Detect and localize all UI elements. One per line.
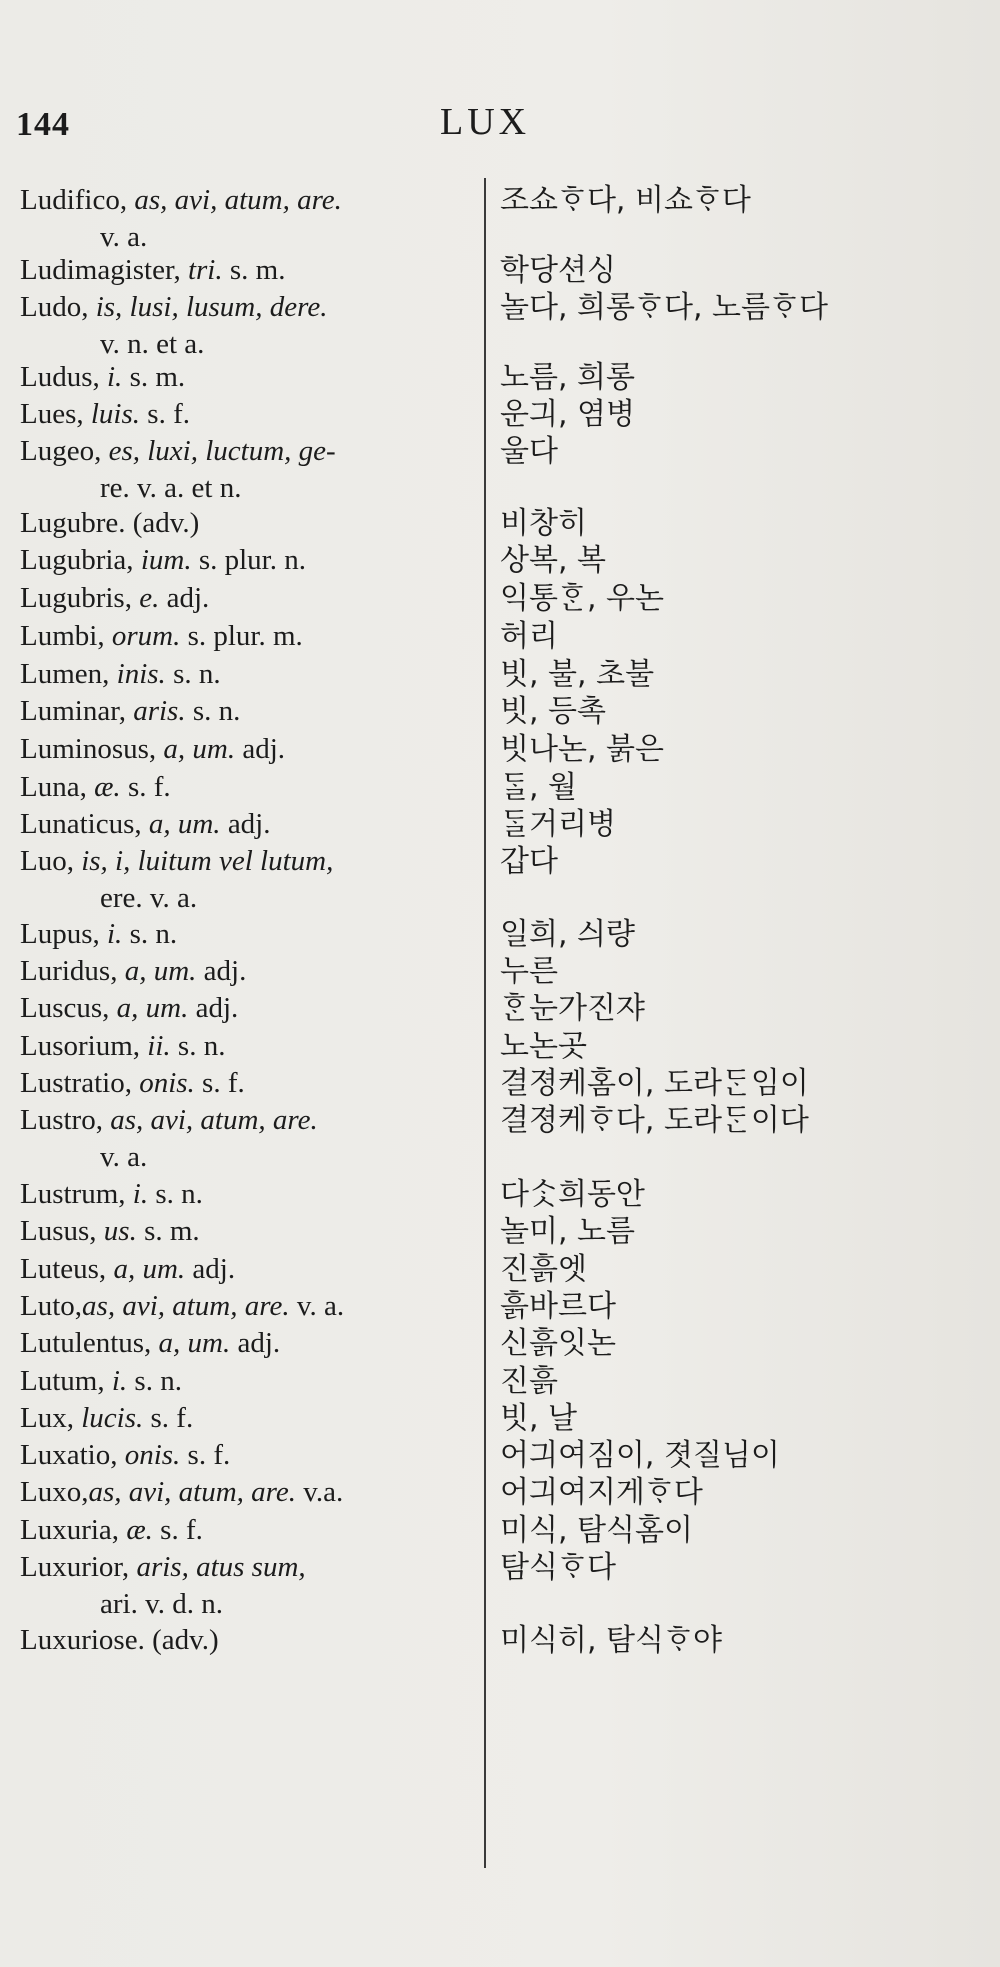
inflection: æ.: [119, 1514, 153, 1546]
inflection: onis.: [131, 1067, 195, 1099]
korean-definition: 일희, 싀량: [500, 917, 635, 952]
inflection: onis.: [117, 1439, 181, 1471]
headword: Luna,: [20, 771, 87, 803]
latin-term: [20, 1213, 482, 1250]
headword: Luteus,: [20, 1253, 107, 1285]
latin-term: [20, 580, 482, 617]
inflection: a, um.: [106, 1253, 186, 1285]
latin-term: [20, 182, 482, 256]
part-of-speech: s. n.: [165, 658, 221, 690]
headword: Lustrum,: [20, 1178, 126, 1210]
inflection: tri.: [180, 254, 223, 286]
latin-term: [20, 693, 482, 730]
korean-definition: 놀다, 희롱ᄒᆞ다, 노름ᄒᆞ다: [500, 290, 828, 325]
headword: Lunaticus,: [20, 808, 142, 840]
latin-term: [20, 1474, 482, 1511]
latin-term: [20, 1622, 482, 1659]
part-of-speech: s. f.: [120, 771, 171, 803]
headword: Luxurior,: [20, 1551, 130, 1583]
headword: Luto,: [20, 1290, 83, 1322]
part-of-speech: adj.: [220, 808, 271, 840]
headword: Lugubris,: [20, 582, 132, 614]
headword: Luxo,: [20, 1476, 89, 1508]
korean-definition: 미식, 탐식홈이: [500, 1513, 693, 1548]
latin-term: [20, 1176, 482, 1213]
inflection: as, avi, atum, are.: [88, 1476, 297, 1508]
latin-term: [20, 618, 482, 655]
continuation-line: v. a.: [100, 221, 148, 253]
latin-term: [20, 1437, 482, 1474]
korean-definition: 진흙엣: [500, 1252, 587, 1287]
inflection: a, um.: [109, 992, 189, 1024]
korean-definition: 허리: [500, 619, 558, 654]
korean-definition: 어긔여지게ᄒᆞ다: [500, 1475, 703, 1510]
headword: Luscus,: [20, 992, 110, 1024]
korean-definition: 결졍케홈이, 도라ᄃᆞᆫ임이: [500, 1066, 809, 1101]
part-of-speech: v.a.: [296, 1476, 344, 1508]
continuation-line: re. v. a. et n.: [100, 472, 242, 504]
korean-definition: 결졍케ᄒᆞ다, 도라ᄃᆞᆫ이다: [500, 1103, 809, 1138]
latin-term: [20, 542, 482, 579]
inflection: inis.: [109, 658, 166, 690]
latin-term: [20, 252, 482, 289]
continuation-line: v. a.: [100, 1141, 148, 1173]
inflection: as, avi, atum, are.: [127, 184, 342, 216]
inflection: as, avi, atum, are.: [102, 1104, 318, 1136]
inflection: a, um.: [156, 733, 236, 765]
korean-definition: 다ᄉᆞᆺ희동안: [500, 1177, 645, 1212]
headword: Lustratio,: [20, 1067, 132, 1099]
korean-definition: 어긔여짐이, 졋질님이: [500, 1438, 780, 1473]
korean-definition: 조쇼ᄒᆞ다, 비쇼ᄒᆞ다: [500, 183, 751, 218]
korean-definition: 신흙잇논: [500, 1326, 616, 1361]
part-of-speech: adj.: [188, 992, 239, 1024]
headword: Lusorium,: [20, 1030, 141, 1062]
headword: Ludo,: [20, 291, 89, 323]
running-head: LUX: [440, 101, 531, 143]
inflection: a, um.: [151, 1327, 231, 1359]
korean-definition: 운긔, 염병: [500, 397, 635, 432]
page-number: 144: [16, 106, 70, 143]
headword: Ludifico,: [20, 184, 128, 216]
headword: Luminosus,: [20, 733, 157, 765]
latin-term: [20, 953, 482, 990]
latin-term: [20, 1288, 482, 1325]
inflection: us.: [96, 1215, 137, 1247]
inflection: is, i, luitum vel lutum,: [73, 845, 334, 877]
part-of-speech: s. n.: [122, 918, 178, 950]
korean-definition: 탐식ᄒᆞ다: [500, 1550, 616, 1585]
inflection: is, lusi, lusum, dere.: [88, 291, 328, 323]
page-header: [0, 100, 1000, 150]
continuation-line: ari. v. d. n.: [100, 1588, 223, 1620]
inflection: es, luxi, luctum, ge-: [101, 435, 336, 467]
headword: Luminar,: [20, 695, 126, 727]
inflection: as, avi, atum, are.: [82, 1290, 290, 1322]
headword: Lugeo,: [20, 435, 102, 467]
headword: Lugubria,: [20, 544, 134, 576]
latin-term: [20, 1028, 482, 1065]
part-of-speech: s. n.: [148, 1178, 203, 1210]
korean-definition: 빗나논, 붉은: [500, 732, 664, 767]
headword: Ludimagister,: [20, 254, 181, 286]
inflection: a, um.: [117, 955, 197, 987]
latin-term: [20, 1400, 482, 1437]
korean-definition: ᄒᆞᆫ눈가진쟈: [500, 991, 645, 1026]
latin-term: [20, 806, 482, 843]
part-of-speech: s. f.: [194, 1067, 245, 1099]
latin-term: [20, 1251, 482, 1288]
latin-term: [20, 1512, 482, 1549]
part-of-speech: s. f.: [152, 1514, 203, 1546]
headword: Lugubre.: [20, 507, 126, 539]
part-of-speech: s. f.: [180, 1439, 231, 1471]
latin-term: [20, 731, 482, 768]
headword: Luo,: [20, 845, 74, 877]
part-of-speech: s. n.: [127, 1365, 182, 1397]
korean-definition: 누른: [500, 954, 558, 989]
latin-term: [20, 1102, 482, 1176]
inflection: aris, atus sum,: [129, 1551, 306, 1583]
inflection: luis.: [83, 398, 141, 430]
inflection: ii.: [140, 1030, 171, 1062]
korean-definition: 진흙: [500, 1364, 558, 1399]
part-of-speech: s. f.: [140, 398, 190, 430]
latin-term: [20, 769, 482, 806]
headword: Lusus,: [20, 1215, 97, 1247]
latin-term: [20, 1549, 482, 1623]
part-of-speech: v. a.: [289, 1290, 345, 1322]
headword: Lustro,: [20, 1104, 103, 1136]
latin-term: [20, 916, 482, 953]
part-of-speech: s. m.: [222, 254, 286, 286]
headword: Lutum,: [20, 1365, 105, 1397]
korean-definition: 흙바르다: [500, 1289, 616, 1324]
headword: Lues,: [20, 398, 84, 430]
latin-term: [20, 433, 482, 507]
headword: Luxatio,: [20, 1439, 118, 1471]
korean-definition: 상복, 복: [500, 543, 607, 578]
korean-definition: 학당션싱: [500, 253, 616, 288]
part-of-speech: s. f.: [143, 1402, 194, 1434]
latin-term: [20, 656, 482, 693]
headword: Lupus,: [20, 918, 100, 950]
part-of-speech: s. plur. n.: [191, 544, 306, 576]
korean-definition: 노논곳: [500, 1029, 587, 1064]
bleed-through-shadow: [940, 160, 1000, 1860]
inflection: orum.: [104, 620, 181, 652]
inflection: ium.: [133, 544, 192, 576]
part-of-speech: s. m.: [136, 1215, 200, 1247]
korean-definition: 노름, 희롱: [500, 360, 635, 395]
part-of-speech: adj.: [196, 955, 247, 987]
korean-definition: 미식히, 탐식ᄒᆞ야: [500, 1623, 722, 1658]
part-of-speech: adj.: [159, 582, 210, 614]
latin-term: [20, 359, 482, 396]
inflection: a, um.: [141, 808, 221, 840]
column-divider: [484, 178, 486, 1868]
inflection: e.: [131, 582, 160, 614]
korean-definition: 빗, 불, 초불: [500, 657, 655, 692]
headword: Luridus,: [20, 955, 118, 987]
inflection: i.: [99, 918, 123, 950]
korean-definition: 익통ᄒᆞᆫ, 우논: [500, 581, 664, 616]
latin-term: [20, 1065, 482, 1102]
part-of-speech: s. n.: [185, 695, 241, 727]
korean-definition: 빗, 날: [500, 1401, 578, 1436]
korean-definition: 울다: [500, 434, 558, 469]
part-of-speech: s. plur. m.: [180, 620, 303, 652]
korean-definition: 빗, 등촉: [500, 694, 607, 729]
headword: Lumen,: [20, 658, 110, 690]
part-of-speech: (adv.): [125, 507, 200, 539]
headword: Lux,: [20, 1402, 74, 1434]
latin-term: [20, 990, 482, 1027]
korean-definition: ᄃᆞᆯ, 월: [500, 770, 578, 805]
latin-term: [20, 289, 482, 363]
inflection: lucis.: [73, 1402, 144, 1434]
part-of-speech: s. n.: [170, 1030, 226, 1062]
inflection: i.: [99, 361, 123, 393]
latin-term: [20, 505, 482, 542]
latin-term: [20, 1325, 482, 1362]
part-of-speech: adj.: [230, 1327, 281, 1359]
inflection: aris.: [125, 695, 186, 727]
korean-definition: 놀미, 노름: [500, 1214, 635, 1249]
latin-term: [20, 1363, 482, 1400]
headword: Lumbi,: [20, 620, 105, 652]
part-of-speech: adj.: [235, 733, 286, 765]
headword: Luxuriose.: [20, 1624, 145, 1656]
korean-definition: ᄃᆞᆯ거리병: [500, 807, 616, 842]
headword: Luxuria,: [20, 1514, 120, 1546]
inflection: i.: [104, 1365, 128, 1397]
part-of-speech: (adv.): [144, 1624, 219, 1656]
continuation-line: ere. v. a.: [100, 882, 198, 914]
latin-term: [20, 843, 482, 917]
continuation-line: v. n. et a.: [100, 328, 205, 360]
inflection: æ.: [86, 771, 121, 803]
latin-term: [20, 396, 482, 433]
part-of-speech: adj.: [185, 1253, 236, 1285]
korean-definition: 갑다: [500, 844, 558, 879]
korean-definition: 비창히: [500, 506, 587, 541]
headword: Ludus,: [20, 361, 100, 393]
inflection: i.: [125, 1178, 149, 1210]
part-of-speech: s. m.: [122, 361, 186, 393]
headword: Lutulentus,: [20, 1327, 152, 1359]
